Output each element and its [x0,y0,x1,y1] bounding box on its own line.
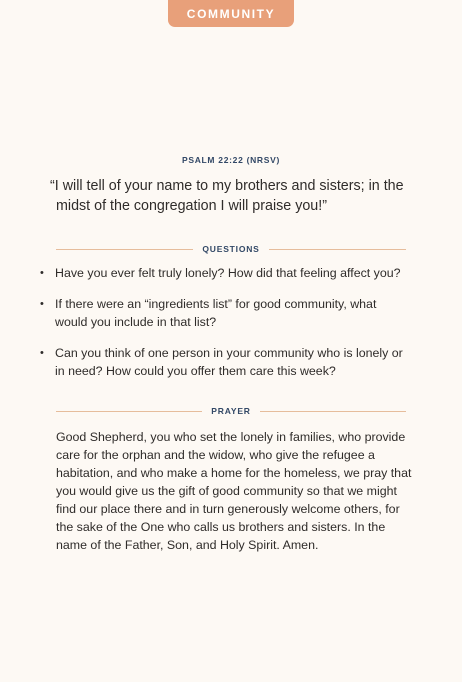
question-text: Have you ever felt truly lonely? How did that feeling affect you? [55,266,401,280]
scripture-quote [50,176,420,216]
bullet-icon: • [40,347,44,359]
prayer-text: Good Shepherd, you who set the lonely in families, who provide care for the orphan and the widow, who give the refugee a habitation, and who make a home for the homeless, we pray that you would give us the gift of good community so that we might find our place there and in turn generously welcome others, for the sake of the One who calls us brothers and sisters. In the name of the Father, Son, and Holy Spirit. Amen. [56,430,412,552]
question-text: If there were an “ingredients list” for good community, what would you include in that list? [55,297,377,329]
questions-divider [56,243,406,255]
divider-rule-right [269,249,406,250]
divider-rule-left [56,411,202,412]
prayer-divider [56,405,406,417]
questions-list [40,264,412,393]
scripture-reference: PSALM 22:22 (NRSV) [181,155,281,165]
divider-rule-right [260,411,406,412]
divider-rule-left [56,249,193,250]
scripture-quote-line-2: midst of the congregation I will praise you!” [56,198,327,214]
scripture-quote-line-1: “I will tell of your name to my brothers and sisters; in the [50,178,404,194]
question-item [40,344,412,380]
section-tab-community [168,0,294,27]
bullet-icon: • [40,298,44,310]
question-item [40,264,412,282]
section-tab-label: COMMUNITY [186,6,276,21]
question-item [40,295,412,331]
bullet-icon: • [40,267,44,279]
questions-heading: QUESTIONS [202,244,260,254]
question-text: Can you think of one person in your community who is lonely or in need? How could you offer them care this week? [55,346,403,378]
prayer-heading: PRAYER [211,406,251,416]
